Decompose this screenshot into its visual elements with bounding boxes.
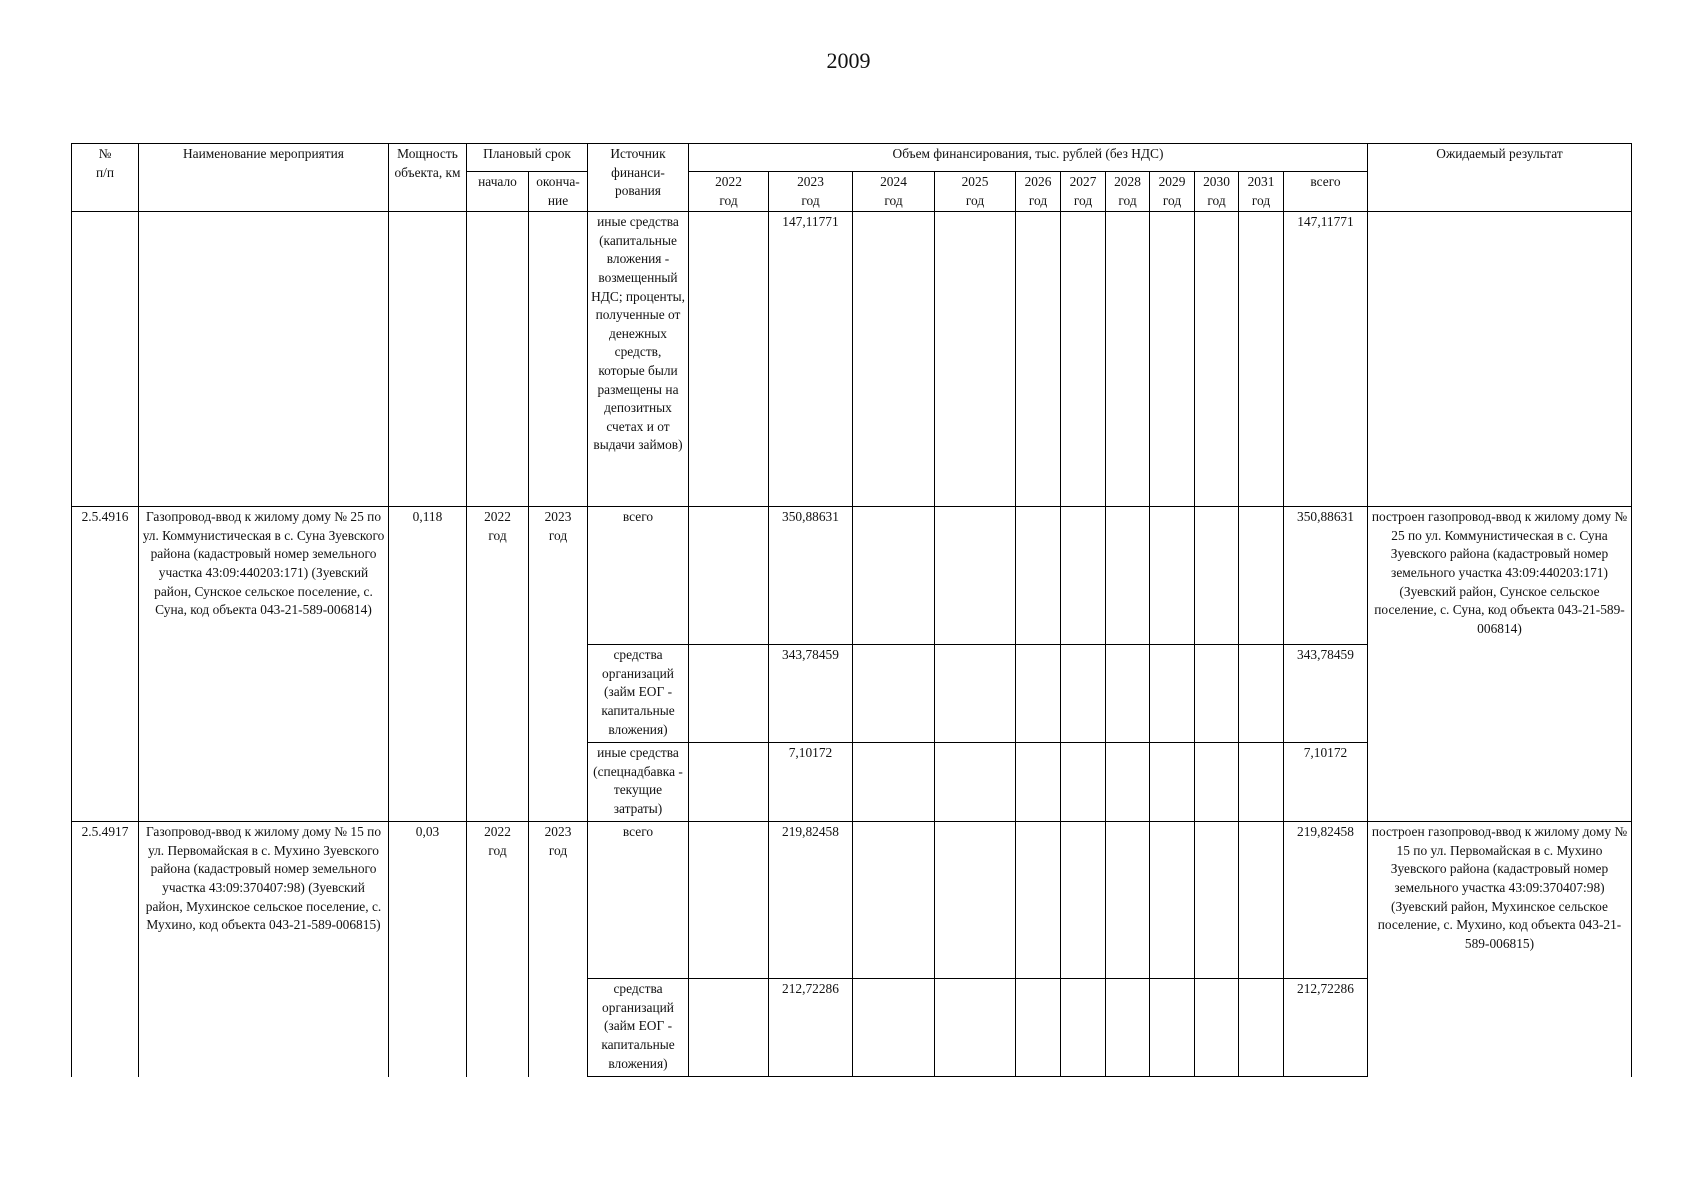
item-result: построен газопровод-ввод к жилому дому № 25 по ул. Коммунистическая в с. Суна Зуевского района (кадастровый номер земельного участка 43:09:440203:171) (Зуевский район, Сунское сельское поселение, с. Суна, код объекта 043-21-589-006814) [1368,507,1632,822]
header-start: начало [467,172,529,212]
value-2023: 350,88631 [769,507,853,645]
item-start: 2022 год [467,507,529,822]
header-year-2022: 2022 год [689,172,769,212]
item-name: Газопровод-ввод к жилому дому № 15 по ул. Первомайская в с. Мухино Зуевского района (кадастровый номер земельного участка 43:09:370407:98) (Зуевский район, Мухинское сельское поселение, с. Мухино, код объекта 043-21-589-006815) [139,822,389,1077]
header-period: Плановый срок [467,144,588,172]
item-capacity: 0,118 [389,507,467,822]
value-2023: 7,10172 [769,743,853,822]
value-total: 7,10172 [1284,743,1368,822]
header-year-2023: 2023 год [769,172,853,212]
source-cell: средства организаций (займ ЕОГ - капитальные вложения) [588,979,689,1077]
financing-table [71,143,1632,1077]
item-result: построен газопровод-ввод к жилому дому № 15 по ул. Первомайская в с. Мухино Зуевского района (кадастровый номер земельного участка 43:09:370407:98) (Зуевский район, Мухинское сельское поселение, с. Мухино, код объекта 043-21-589-006815) [1368,822,1632,1077]
header-year-2028: 2028 год [1106,172,1150,212]
header-year-2024: 2024 год [853,172,935,212]
value-total: 350,88631 [1284,507,1368,645]
table-row [72,212,1632,507]
header-year-2026: 2026 год [1016,172,1061,212]
source-cell: иные средства (капитальные вложения - возмещенный НДС; проценты, полученные от денежных средств, которые были размещены на депозитных счетах и от выдачи займов) [588,212,689,507]
header-year-2027: 2027 год [1061,172,1106,212]
source-cell: всего [588,822,689,979]
page-number: 2009 [826,48,871,73]
item-name: Газопровод-ввод к жилому дому № 25 по ул. Коммунистическая в с. Суна Зуевского района (кадастровый номер земельного участка 43:09:440203:171) (Зуевский район, Сунское сельское поселение, с. Суна, код объекта 043-21-589-006814) [139,507,389,822]
header-end: оконча- ние [529,172,588,212]
header-capacity: Мощность объекта, км [389,144,467,212]
value-2023: 219,82458 [769,822,853,979]
item-number: 2.5.4916 [72,507,139,822]
header-volume: Объем финансирования, тыс. рублей (без НДС) [689,144,1368,172]
header-name: Наименование мероприятия [139,144,389,212]
header-source: Источник финанси- рования [588,144,689,212]
source-cell: всего [588,507,689,645]
value-2023: 343,78459 [769,645,853,743]
item-end: 2023 год [529,507,588,822]
header-total: всего [1284,172,1368,212]
value-total: 212,72286 [1284,979,1368,1077]
item-capacity: 0,03 [389,822,467,1077]
table-row [72,822,1632,979]
source-cell: средства организаций (займ ЕОГ - капитальные вложения) [588,645,689,743]
value-total: 147,11771 [1284,212,1368,507]
table-row [72,507,1632,645]
item-end: 2023 год [529,822,588,1077]
value-2023: 212,72286 [769,979,853,1077]
header-year-2029: 2029 год [1150,172,1195,212]
source-cell: иные средства (спецнадбавка - текущие затраты) [588,743,689,822]
header-num: № п/п [72,144,139,212]
item-start: 2022 год [467,822,529,1077]
header-year-2030: 2030 год [1195,172,1239,212]
header-year-2025: 2025 год [935,172,1016,212]
item-number: 2.5.4917 [72,822,139,1077]
value-2023: 147,11771 [769,212,853,507]
header-result: Ожидаемый результат [1368,144,1632,212]
value-total: 219,82458 [1284,822,1368,979]
value-total: 343,78459 [1284,645,1368,743]
header-year-2031: 2031 год [1239,172,1284,212]
